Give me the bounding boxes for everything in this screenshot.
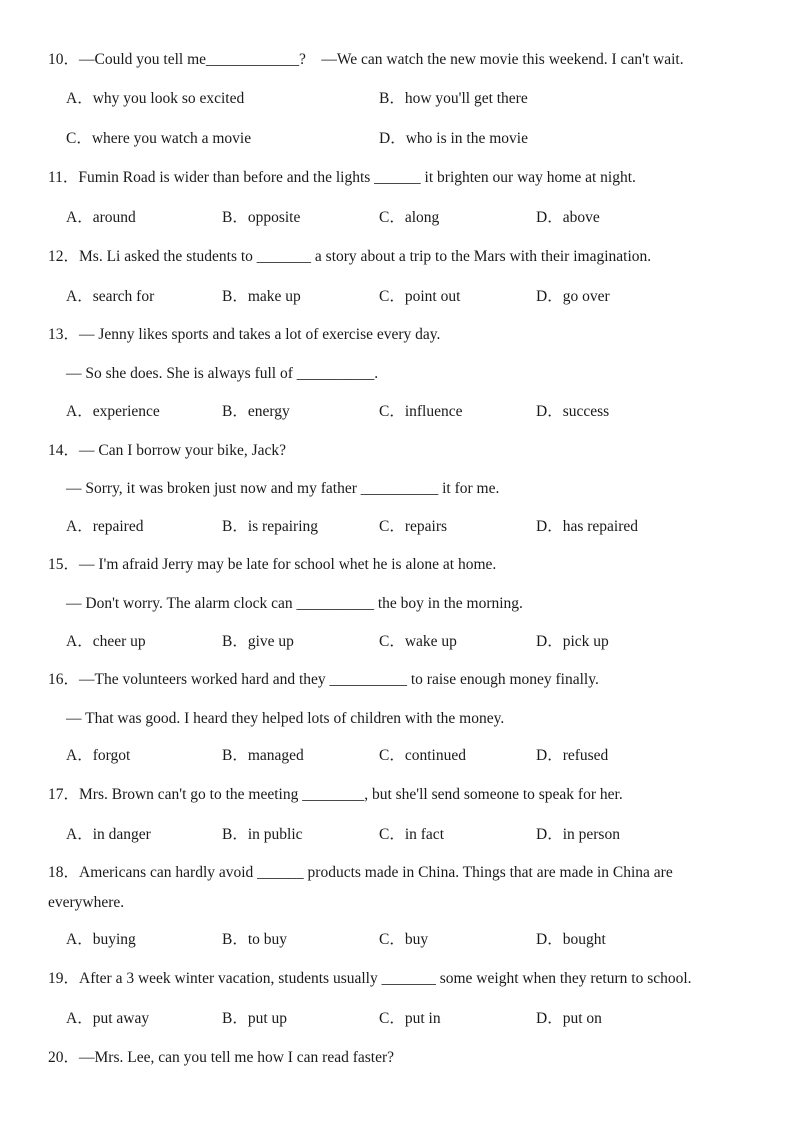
- question-12-option-b: B．make up: [222, 288, 301, 305]
- question-15-stem: 15．— I'm afraid Jerry may be late for school whet he is alone at home.: [48, 556, 497, 573]
- question-19-option-c: C．put in: [379, 1010, 441, 1027]
- question-16-reply: — That was good. I heard they helped lots of children with the money.: [66, 710, 505, 727]
- question-16-option-d: D．refused: [536, 747, 609, 764]
- question-10-option-b: B．how you'll get there: [379, 90, 528, 107]
- question-11-option-b: B．opposite: [222, 209, 301, 226]
- question-16-stem: 16．—The volunteers worked hard and they __________ to raise enough money finally.: [48, 671, 599, 688]
- question-11-option-d: D．above: [536, 209, 600, 226]
- question-15-option-b: B．give up: [222, 633, 294, 650]
- question-10-option-d: D．who is in the movie: [379, 130, 528, 147]
- question-15-option-a: A．cheer up: [66, 633, 146, 650]
- question-14-option-a: A．repaired: [66, 518, 144, 535]
- question-15-reply: — Don't worry. The alarm clock can __________ the boy in the morning.: [66, 595, 523, 612]
- question-18-option-b: B．to buy: [222, 931, 288, 948]
- question-15-option-c: C．wake up: [379, 633, 457, 650]
- question-12-option-a: A．search for: [66, 288, 155, 305]
- question-15-option-d: D．pick up: [536, 633, 609, 650]
- question-14-stem: 14．— Can I borrow your bike, Jack?: [48, 442, 287, 459]
- question-11-option-c: C．along: [379, 209, 440, 226]
- question-10-option-a: A．why you look so excited: [66, 90, 245, 107]
- question-18-stem-continued: everywhere.: [48, 894, 125, 911]
- question-14-option-d: D．has repaired: [536, 518, 638, 535]
- question-13-reply: — So she does. She is always full of __________.: [66, 365, 379, 382]
- question-18-option-a: A．buying: [66, 931, 136, 948]
- question-13-option-c: C．influence: [379, 403, 463, 420]
- question-17-option-d: D．in person: [536, 826, 620, 843]
- question-20-stem: 20．—Mrs. Lee, can you tell me how I can read faster?: [48, 1049, 395, 1066]
- question-16-option-b: B．managed: [222, 747, 304, 764]
- question-17-stem: 17．Mrs. Brown can't go to the meeting ________, but she'll send someone to speak for her.: [48, 786, 623, 803]
- question-18-stem: 18．Americans can hardly avoid ______ products made in China. Things that are made in China are: [48, 864, 673, 881]
- question-10-stem: 10．—Could you tell me____________? —We can watch the new movie this weekend. I can't wait.: [48, 51, 684, 68]
- question-14-option-b: B．is repairing: [222, 518, 318, 535]
- question-13-option-d: D．success: [536, 403, 610, 420]
- question-11-option-a: A．around: [66, 209, 136, 226]
- question-19-option-b: B．put up: [222, 1010, 288, 1027]
- question-18-option-d: D．bought: [536, 931, 606, 948]
- question-14-option-c: C．repairs: [379, 518, 448, 535]
- question-14-reply: — Sorry, it was broken just now and my father __________ it for me.: [66, 480, 500, 497]
- question-13-option-b: B．energy: [222, 403, 290, 420]
- question-17-option-c: C．in fact: [379, 826, 444, 843]
- question-18-option-c: C．buy: [379, 931, 429, 948]
- question-16-option-a: A．forgot: [66, 747, 131, 764]
- question-11-stem: 11．Fumin Road is wider than before and the lights ______ it brighten our way home at night.: [48, 169, 636, 186]
- question-12-option-d: D．go over: [536, 288, 610, 305]
- question-19-option-d: D．put on: [536, 1010, 602, 1027]
- question-10-option-c: C．where you watch a movie: [66, 130, 252, 147]
- question-17-option-b: B．in public: [222, 826, 303, 843]
- question-19-option-a: A．put away: [66, 1010, 150, 1027]
- question-16-option-c: C．continued: [379, 747, 466, 764]
- question-13-option-a: A．experience: [66, 403, 160, 420]
- question-19-stem: 19．After a 3 week winter vacation, students usually _______ some weight when they return to school.: [48, 970, 692, 987]
- question-13-stem: 13．— Jenny likes sports and takes a lot of exercise every day.: [48, 326, 441, 343]
- question-17-option-a: A．in danger: [66, 826, 151, 843]
- question-12-option-c: C．point out: [379, 288, 461, 305]
- question-12-stem: 12．Ms. Li asked the students to _______ a story about a trip to the Mars with their imagination.: [48, 248, 652, 265]
